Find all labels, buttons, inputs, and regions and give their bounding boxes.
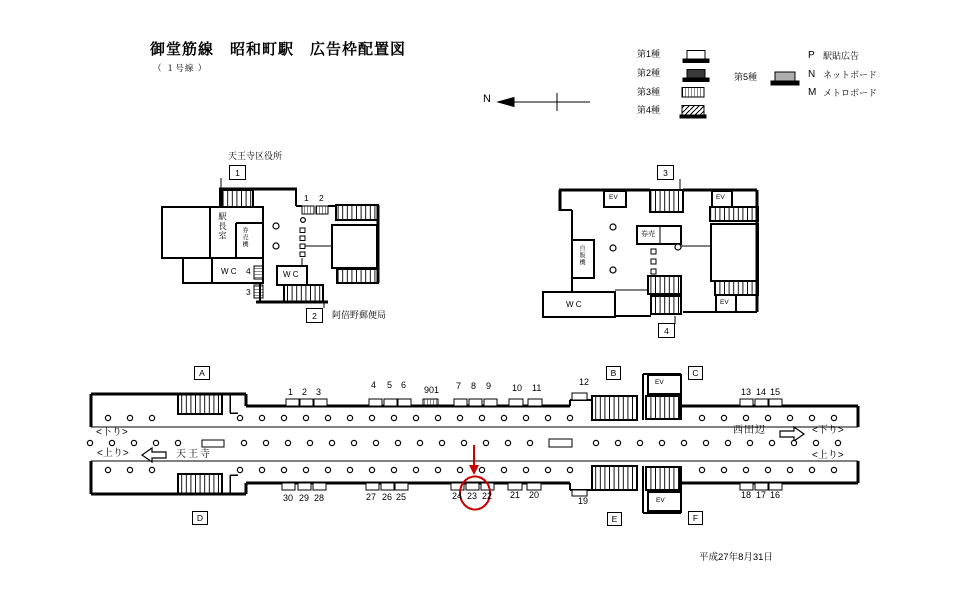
ev-label-east-bottom: EV bbox=[720, 299, 729, 306]
pillar-dot bbox=[439, 440, 444, 445]
platform-stair-d bbox=[178, 474, 222, 494]
pillar-dot bbox=[259, 467, 264, 472]
slot-number: 14 bbox=[756, 387, 767, 397]
pillar-dot bbox=[567, 415, 572, 420]
pillar-dot bbox=[109, 440, 114, 445]
pillar-dot bbox=[545, 415, 550, 420]
ticket-office-label: 券売 bbox=[641, 231, 655, 238]
pillar-dot bbox=[413, 467, 418, 472]
slot-number: 11 bbox=[532, 383, 542, 393]
north-arrow-icon bbox=[498, 93, 590, 111]
section-c-label: C bbox=[692, 368, 699, 378]
ev-label-platform-top: EV bbox=[655, 379, 664, 386]
exit-box-1-label: 1 bbox=[235, 167, 240, 178]
pillar-dot bbox=[615, 440, 620, 445]
pillar-dot bbox=[809, 415, 814, 420]
ticket-machine-label: 券売機 bbox=[241, 227, 247, 248]
west-office-block bbox=[162, 207, 263, 258]
pillar-dot bbox=[743, 415, 748, 420]
pillar-dot bbox=[347, 415, 352, 420]
pillar-dot bbox=[281, 467, 286, 472]
ev-label-platform-bottom: EV bbox=[656, 497, 665, 504]
page-subtitle: （ １号線 ） bbox=[153, 63, 208, 73]
section-a-label: A bbox=[199, 368, 205, 378]
pillar-dot bbox=[417, 440, 422, 445]
pillar-dot bbox=[435, 467, 440, 472]
slot-number: 15 bbox=[770, 387, 781, 397]
pillar-dot bbox=[413, 415, 418, 420]
slot-number: 6 bbox=[401, 380, 407, 390]
slot-number: 26 bbox=[382, 492, 393, 502]
pillar-dot bbox=[127, 467, 132, 472]
slot-number: 8 bbox=[471, 381, 477, 391]
pillar-dot bbox=[725, 440, 730, 445]
pillar-dot bbox=[743, 467, 748, 472]
slot-number: 9 bbox=[486, 381, 492, 391]
pillar-dot bbox=[567, 467, 572, 472]
legend-type2-label: 第2種 bbox=[637, 68, 661, 78]
slot-number: 18 bbox=[741, 490, 752, 500]
slot-number: 7 bbox=[456, 381, 462, 391]
pillar-dot bbox=[457, 415, 462, 420]
direction-down-left: <下り> bbox=[96, 427, 128, 438]
landmark-tennoji-ward-office: 天王寺区役所 bbox=[228, 151, 283, 161]
type4-symbol bbox=[682, 106, 704, 116]
pillar-dot bbox=[149, 467, 154, 472]
pillar-dot bbox=[610, 245, 616, 251]
pillar-dot bbox=[461, 440, 466, 445]
pillar-dot bbox=[263, 440, 268, 445]
legend-type3-label: 第3種 bbox=[637, 87, 661, 97]
pillar-dot bbox=[610, 267, 616, 273]
pillar-dot bbox=[831, 467, 836, 472]
slot-number: 5 bbox=[387, 380, 393, 390]
legend-key-p: P bbox=[808, 50, 815, 61]
pillar-dot bbox=[637, 440, 642, 445]
legend-label-m: メトロボード bbox=[823, 88, 878, 98]
pillar-dot bbox=[835, 440, 840, 445]
revision-date: 平成27年8月31日 bbox=[699, 552, 773, 563]
pillar-dot bbox=[329, 440, 334, 445]
slot-number: 3 bbox=[316, 387, 322, 397]
west-ad-slot-2 bbox=[316, 206, 328, 214]
section-box-b bbox=[606, 366, 621, 380]
east-right-room bbox=[711, 224, 758, 281]
pillar-dot bbox=[747, 440, 752, 445]
slot-number: 12 bbox=[579, 377, 590, 387]
slot-number: 19 bbox=[578, 496, 589, 506]
pillar-dot bbox=[273, 243, 279, 249]
pillar-dot bbox=[395, 440, 400, 445]
west-stair-southeast bbox=[337, 269, 378, 283]
pillar-dot bbox=[325, 467, 330, 472]
slot-number: 28 bbox=[314, 493, 325, 503]
west-stair-northeast bbox=[336, 205, 378, 220]
pillar-dot bbox=[149, 415, 154, 420]
legend-label-p: 駅貼広告 bbox=[823, 51, 860, 61]
pillar-dot bbox=[285, 440, 290, 445]
exit-box-3 bbox=[657, 165, 674, 180]
legend-key-m: M bbox=[808, 87, 817, 98]
west-ad-slot-1 bbox=[302, 206, 314, 214]
pillar-dot bbox=[675, 244, 681, 250]
pillar-dot bbox=[435, 415, 440, 420]
pillar-dot bbox=[593, 440, 598, 445]
section-box-e bbox=[607, 512, 622, 526]
pillar-dot bbox=[813, 440, 818, 445]
pillar-dot bbox=[131, 440, 136, 445]
type5-symbol bbox=[775, 72, 795, 81]
destination-tennoji: 天王寺 bbox=[176, 449, 212, 460]
track-sign bbox=[202, 440, 224, 447]
east-stair-northeast bbox=[710, 207, 758, 221]
exit-box-4-label: 4 bbox=[664, 325, 669, 336]
pillar-dot bbox=[501, 415, 506, 420]
pillar-dot bbox=[391, 467, 396, 472]
east-stair-south-lower bbox=[651, 296, 681, 314]
east-stair-south-upper bbox=[648, 276, 681, 294]
pillar-dot bbox=[809, 467, 814, 472]
pillar-dot bbox=[351, 440, 356, 445]
arrow-left-icon bbox=[142, 448, 166, 462]
platform-stair-ev-top bbox=[646, 396, 680, 419]
slot-number: 4 bbox=[371, 380, 377, 390]
exit-box-2 bbox=[306, 308, 323, 323]
section-box-f bbox=[688, 511, 703, 525]
slot-number: 21 bbox=[510, 490, 521, 500]
wc-label-west: W C bbox=[221, 267, 237, 276]
west-stair-south bbox=[284, 285, 323, 302]
slot-number: 22 bbox=[482, 491, 493, 501]
section-box-c bbox=[688, 366, 703, 380]
slot-number: 17 bbox=[756, 490, 767, 500]
platform-stair-b bbox=[592, 396, 637, 420]
pillar-dot bbox=[347, 467, 352, 472]
type3-symbol bbox=[682, 88, 704, 98]
legend-symbols bbox=[680, 51, 799, 119]
west-ad-slot-3 bbox=[254, 285, 263, 298]
pillar-dot bbox=[505, 440, 510, 445]
ev-label-east-left: EV bbox=[609, 194, 618, 201]
slot-number: 16 bbox=[770, 490, 781, 500]
legend-label-n: ネットボード bbox=[823, 70, 878, 80]
direction-up-right: <上り> bbox=[812, 450, 844, 461]
slot-number: 24 bbox=[452, 491, 463, 501]
slot-number: 29 bbox=[299, 493, 310, 503]
pillar-dot bbox=[259, 415, 264, 420]
pillar-dot bbox=[105, 467, 110, 472]
pillar-dot bbox=[787, 467, 792, 472]
east-stair-southeast bbox=[715, 281, 758, 295]
west-ad-slot-4 bbox=[254, 266, 263, 279]
section-d-label: D bbox=[196, 513, 204, 523]
pillar-dot bbox=[527, 440, 532, 445]
west-slot-number-2: 2 bbox=[319, 193, 324, 203]
pillar-dot bbox=[831, 415, 836, 420]
pillar-dot bbox=[699, 467, 704, 472]
pillar-dot bbox=[523, 415, 528, 420]
pillar-dot bbox=[127, 415, 132, 420]
legend-type1-label: 第1種 bbox=[637, 49, 661, 59]
pillar-dot bbox=[303, 415, 308, 420]
pillar-dot bbox=[241, 440, 246, 445]
exit-box-2-label: 2 bbox=[312, 310, 317, 321]
pillar-dot bbox=[765, 415, 770, 420]
west-concourse-plan bbox=[162, 178, 378, 308]
section-box-a bbox=[194, 366, 210, 380]
west-east-room bbox=[332, 225, 377, 268]
exit-box-1 bbox=[229, 165, 246, 180]
platform-stair-e bbox=[592, 466, 637, 490]
pillar-dot bbox=[787, 415, 792, 420]
slot-number: 10 bbox=[512, 383, 523, 393]
wc-label-east: W C bbox=[566, 300, 582, 309]
slot-number: 13 bbox=[741, 387, 752, 397]
pillar-dot bbox=[545, 467, 550, 472]
pillar-dot bbox=[369, 467, 374, 472]
section-b-label: B bbox=[610, 368, 617, 378]
pillar-dot bbox=[307, 440, 312, 445]
station-master-office-label: 駅長室 bbox=[217, 212, 228, 241]
exit-box-3-label: 3 bbox=[663, 167, 668, 178]
platform-stair-a bbox=[178, 394, 222, 414]
slot-number: 20 bbox=[529, 490, 540, 500]
west-slot-number-4: 4 bbox=[246, 266, 251, 276]
vending-machine-label: 自販機 bbox=[578, 245, 584, 266]
landmark-abeno-post-office: 阿倍野郵便局 bbox=[332, 310, 387, 320]
ev-label-east-right: EV bbox=[716, 194, 725, 201]
pillar-dot bbox=[501, 467, 506, 472]
fare-gate bbox=[301, 218, 306, 223]
section-f-label: F bbox=[692, 513, 699, 523]
pillar-dot bbox=[721, 467, 726, 472]
track-sign bbox=[549, 439, 572, 447]
type2-symbol bbox=[687, 70, 705, 79]
direction-down-right: <下り> bbox=[812, 425, 844, 436]
pillar-dot bbox=[721, 415, 726, 420]
type1-symbol bbox=[687, 51, 705, 60]
pillar-dot bbox=[659, 440, 664, 445]
legend-type4-label: 第4種 bbox=[637, 105, 661, 115]
highlight-arrow-head bbox=[469, 465, 479, 475]
pillar-dot bbox=[237, 415, 242, 420]
slot-number: 901 bbox=[424, 385, 440, 395]
platform-stair-ev-bottom bbox=[646, 467, 680, 490]
pillar-dots bbox=[87, 415, 840, 472]
legend-key-n: N bbox=[808, 69, 816, 80]
pillar-dot bbox=[373, 440, 378, 445]
pillar-dot bbox=[391, 415, 396, 420]
slot-number: 2 bbox=[302, 387, 308, 397]
page-title: 御堂筋線 昭和町駅 広告枠配置図 bbox=[150, 41, 407, 58]
platform-ev-top-room bbox=[648, 375, 681, 394]
pillar-dot bbox=[105, 415, 110, 420]
pillar-dot bbox=[699, 415, 704, 420]
pillar-dot bbox=[273, 223, 279, 229]
west-stair-north bbox=[222, 190, 253, 207]
pillar-dot bbox=[791, 440, 796, 445]
compass-label: N bbox=[483, 93, 491, 105]
pillar-dot bbox=[325, 415, 330, 420]
destination-nishitanabe: 西田辺 bbox=[733, 425, 766, 436]
pillar-dot bbox=[457, 467, 462, 472]
pillar-dot bbox=[175, 440, 180, 445]
pillar-dot bbox=[237, 467, 242, 472]
pillar-dot bbox=[483, 440, 488, 445]
pillar-dot bbox=[769, 440, 774, 445]
slot-number: 27 bbox=[366, 492, 377, 502]
legend-type5-label: 第5種 bbox=[734, 72, 758, 82]
slot-number: 23 bbox=[467, 491, 478, 501]
pillar-dot bbox=[153, 440, 158, 445]
pillar-dot bbox=[87, 440, 92, 445]
west-slot-number-1: 1 bbox=[304, 193, 309, 203]
pillar-dot bbox=[703, 440, 708, 445]
wc-label-west-mid: W C bbox=[283, 270, 299, 279]
arrow-right-icon bbox=[780, 427, 804, 441]
slot-number: 30 bbox=[283, 493, 294, 503]
section-e-label: E bbox=[611, 514, 618, 524]
pillar-dot bbox=[303, 467, 308, 472]
pillar-dot bbox=[681, 440, 686, 445]
direction-up-left: <上り> bbox=[97, 448, 129, 459]
west-slot-number-3: 3 bbox=[246, 287, 251, 297]
pillar-dot bbox=[479, 415, 484, 420]
east-stair-north bbox=[650, 190, 683, 212]
slot-number: 1 bbox=[288, 387, 294, 397]
pillar-dot bbox=[479, 467, 484, 472]
slot-number: 25 bbox=[396, 492, 407, 502]
exit-box-4 bbox=[658, 323, 675, 338]
pillar-dot bbox=[610, 224, 616, 230]
section-box-d bbox=[192, 511, 208, 525]
pillar-dot bbox=[369, 415, 374, 420]
pillar-dot bbox=[281, 415, 286, 420]
pillar-dot bbox=[765, 467, 770, 472]
pillar-dot bbox=[523, 467, 528, 472]
